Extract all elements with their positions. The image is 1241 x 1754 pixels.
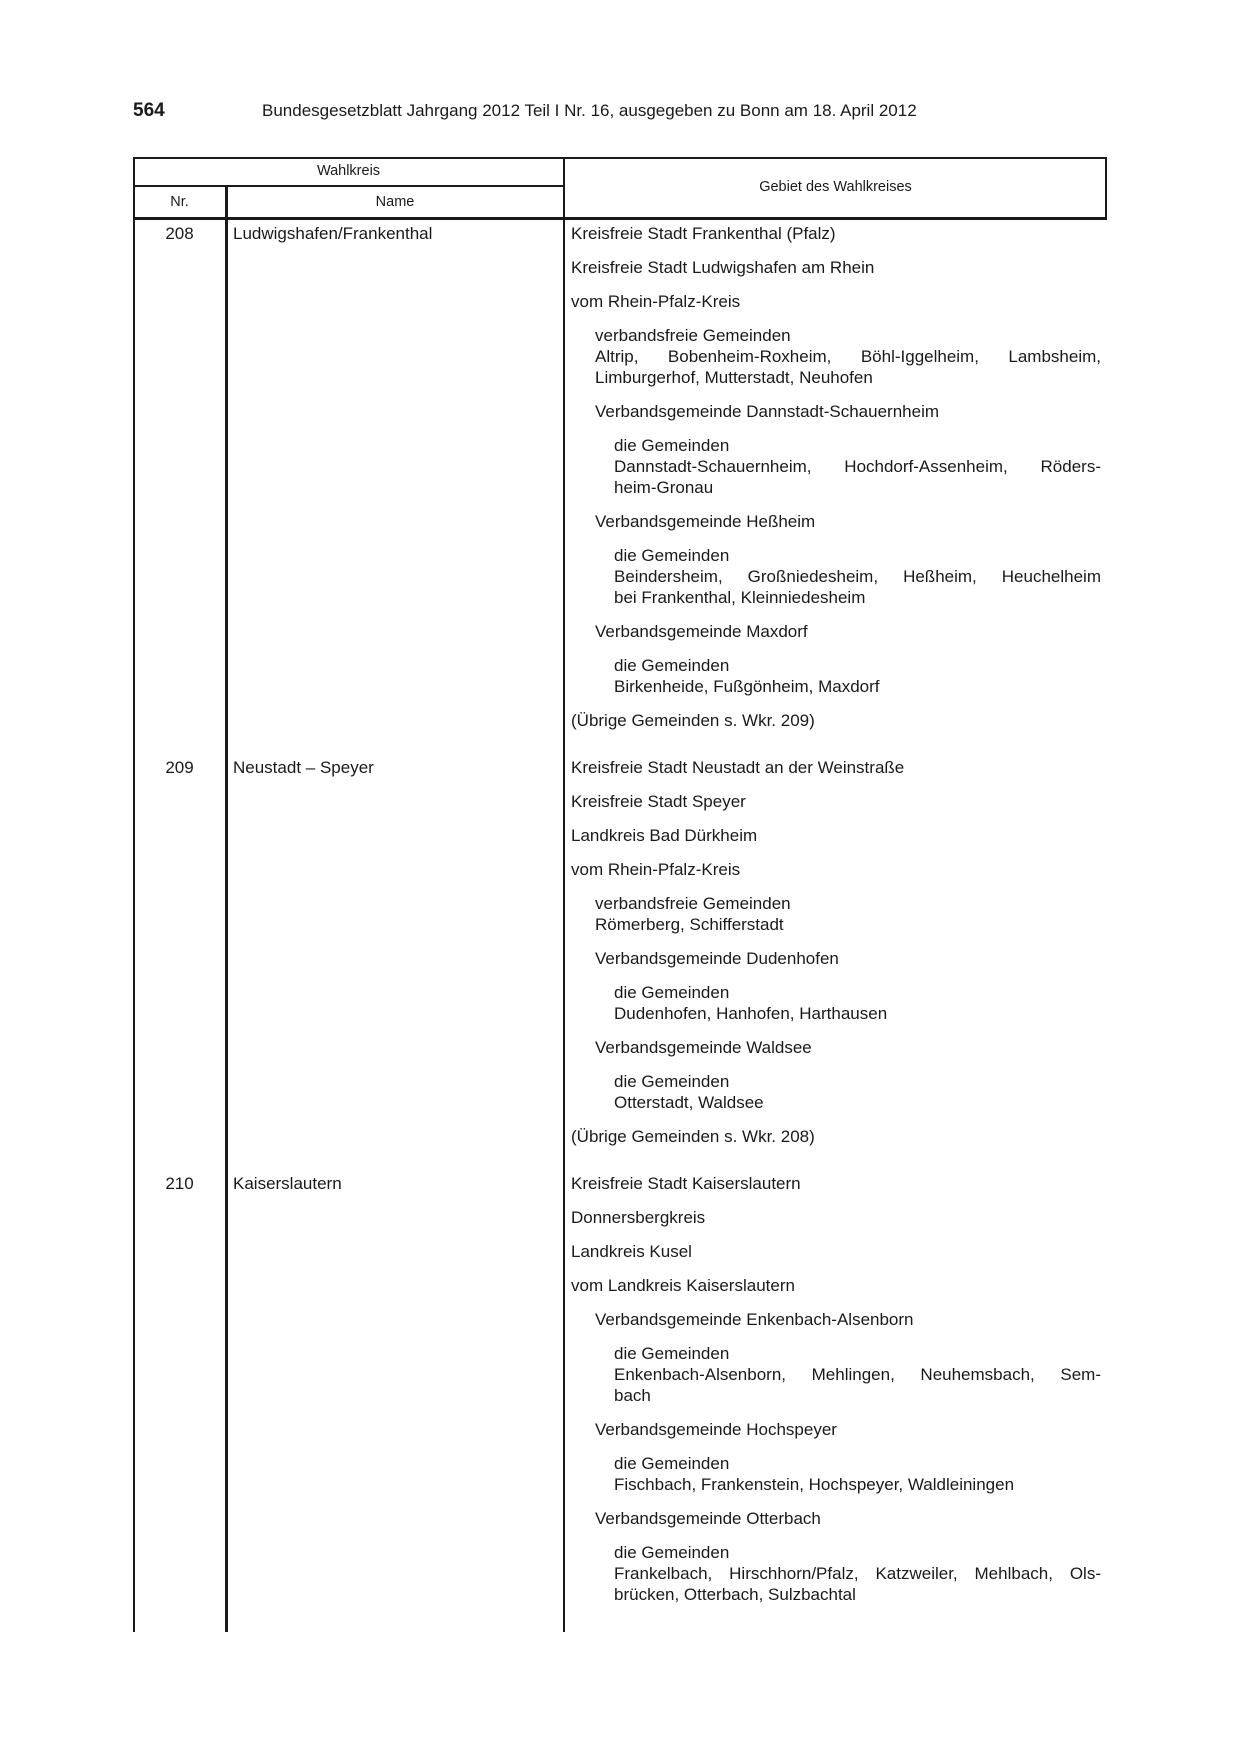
table-header-bottom — [133, 217, 1107, 220]
area-entry: Landkreis Bad Dürkheim — [571, 826, 758, 845]
area-entry: die Gemeinden — [614, 436, 730, 455]
area-entry: verbandsfreie Gemeinden — [595, 894, 791, 913]
table-nr-divider — [225, 185, 228, 1632]
area-entry: Fischbach, Frankenstein, Hochspeyer, Waldleiningen — [614, 1475, 1015, 1494]
area-entry: Birkenheide, Fußgönheim, Maxdorf — [614, 677, 880, 696]
area-entry: Römerberg, Schifferstadt — [595, 915, 784, 934]
area-entry: Donnersbergkreis — [571, 1208, 706, 1227]
area-entry: vom Rhein-Pfalz-Kreis — [571, 860, 741, 879]
area-entry-justified: Altrip, Bobenheim-Roxheim, Böhl-Iggelheim, Lambsheim, — [595, 347, 1101, 366]
row-nr: 209 — [165, 758, 194, 777]
area-entry: die Gemeinden — [614, 1543, 730, 1562]
row-name: Ludwigshafen/Frankenthal — [233, 224, 433, 243]
area-entry: Verbandsgemeinde Otterbach — [595, 1509, 821, 1528]
table-left-border — [133, 157, 135, 1632]
area-entry: (Übrige Gemeinden s. Wkr. 208) — [571, 1127, 815, 1146]
area-entry — [614, 456, 1101, 477]
area-entry-justified: Enkenbach-Alsenborn, Mehlingen, Neuhemsbach, Sem- — [614, 1365, 1101, 1384]
running-title: Bundesgesetzblatt Jahrgang 2012 Teil I Nr. 16, ausgegeben zu Bonn am 18. April 2012 — [262, 101, 917, 120]
area-entry: verbandsfreie Gemeinden — [595, 326, 791, 345]
area-entry-justified: Dannstadt-Schauernheim, Hochdorf-Assenheim, Röders- — [614, 457, 1101, 476]
page-header — [133, 100, 1108, 130]
area-entry — [614, 566, 1101, 587]
area-entry — [614, 1563, 1101, 1584]
page-number: 564 — [133, 100, 165, 121]
area-entry: Kreisfreie Stadt Speyer — [571, 792, 746, 811]
area-entry: Otterstadt, Waldsee — [614, 1093, 764, 1112]
area-entry: bei Frankenthal, Kleinniedesheim — [614, 588, 866, 607]
area-entry: die Gemeinden — [614, 656, 730, 675]
area-entry — [595, 346, 1101, 367]
row-nr: 210 — [165, 1174, 194, 1193]
area-entry: Kreisfreie Stadt Neustadt an der Weinstraße — [571, 758, 905, 777]
area-entry: vom Rhein-Pfalz-Kreis — [571, 292, 741, 311]
wahlkreis-table — [133, 157, 1107, 1632]
area-entry: Verbandsgemeinde Heßheim — [595, 512, 816, 531]
area-entry: die Gemeinden — [614, 983, 730, 1002]
area-entry — [614, 1364, 1101, 1385]
header-gebiet: Gebiet des Wahlkreises — [759, 179, 912, 195]
area-entry-justified: Beindersheim, Großniedesheim, Heßheim, Heuchelheim — [614, 567, 1101, 586]
area-entry: Kreisfreie Stadt Kaiserslautern — [571, 1174, 801, 1193]
area-entry: brücken, Otterbach, Sulzbachtal — [614, 1585, 856, 1604]
area-entry: die Gemeinden — [614, 1072, 730, 1091]
area-entry: Verbandsgemeinde Waldsee — [595, 1038, 812, 1057]
area-entry: die Gemeinden — [614, 1454, 730, 1473]
area-entry: heim-Gronau — [614, 478, 714, 497]
area-entry: Verbandsgemeinde Dannstadt-Schauernheim — [595, 402, 940, 421]
row-nr: 208 — [165, 224, 194, 243]
area-entry: die Gemeinden — [614, 546, 730, 565]
area-entry: vom Landkreis Kaiserslautern — [571, 1276, 795, 1295]
area-entry: Kreisfreie Stadt Frankenthal (Pfalz) — [571, 224, 836, 243]
area-entry: die Gemeinden — [614, 1344, 730, 1363]
row-name: Kaiserslautern — [233, 1174, 342, 1193]
area-entry: Verbandsgemeinde Enkenbach-Alsenborn — [595, 1310, 914, 1329]
area-entry: (Übrige Gemeinden s. Wkr. 209) — [571, 711, 815, 730]
area-entry: Limburgerhof, Mutterstadt, Neuhofen — [595, 368, 873, 387]
row-name: Neustadt – Speyer — [233, 758, 374, 777]
header-wahlkreis: Wahlkreis — [316, 163, 381, 179]
table-top-border — [133, 157, 1107, 159]
table-gebiet-divider — [563, 157, 565, 1632]
area-entry: Verbandsgemeinde Dudenhofen — [595, 949, 839, 968]
area-entry-justified: Frankelbach, Hirschhorn/Pfalz, Katzweiler, Mehlbach, Ols- — [614, 1564, 1101, 1583]
area-entry: Dudenhofen, Hanhofen, Harthausen — [614, 1004, 888, 1023]
header-name: Name — [375, 194, 415, 210]
area-entry: Kreisfreie Stadt Ludwigshafen am Rhein — [571, 258, 875, 277]
area-entry: Landkreis Kusel — [571, 1242, 692, 1261]
area-entry: Verbandsgemeinde Hochspeyer — [595, 1420, 837, 1439]
table-subheader-line — [133, 185, 564, 187]
area-entry: bach — [614, 1386, 651, 1405]
area-entry: Verbandsgemeinde Maxdorf — [595, 622, 808, 641]
header-nr: Nr. — [170, 194, 189, 210]
